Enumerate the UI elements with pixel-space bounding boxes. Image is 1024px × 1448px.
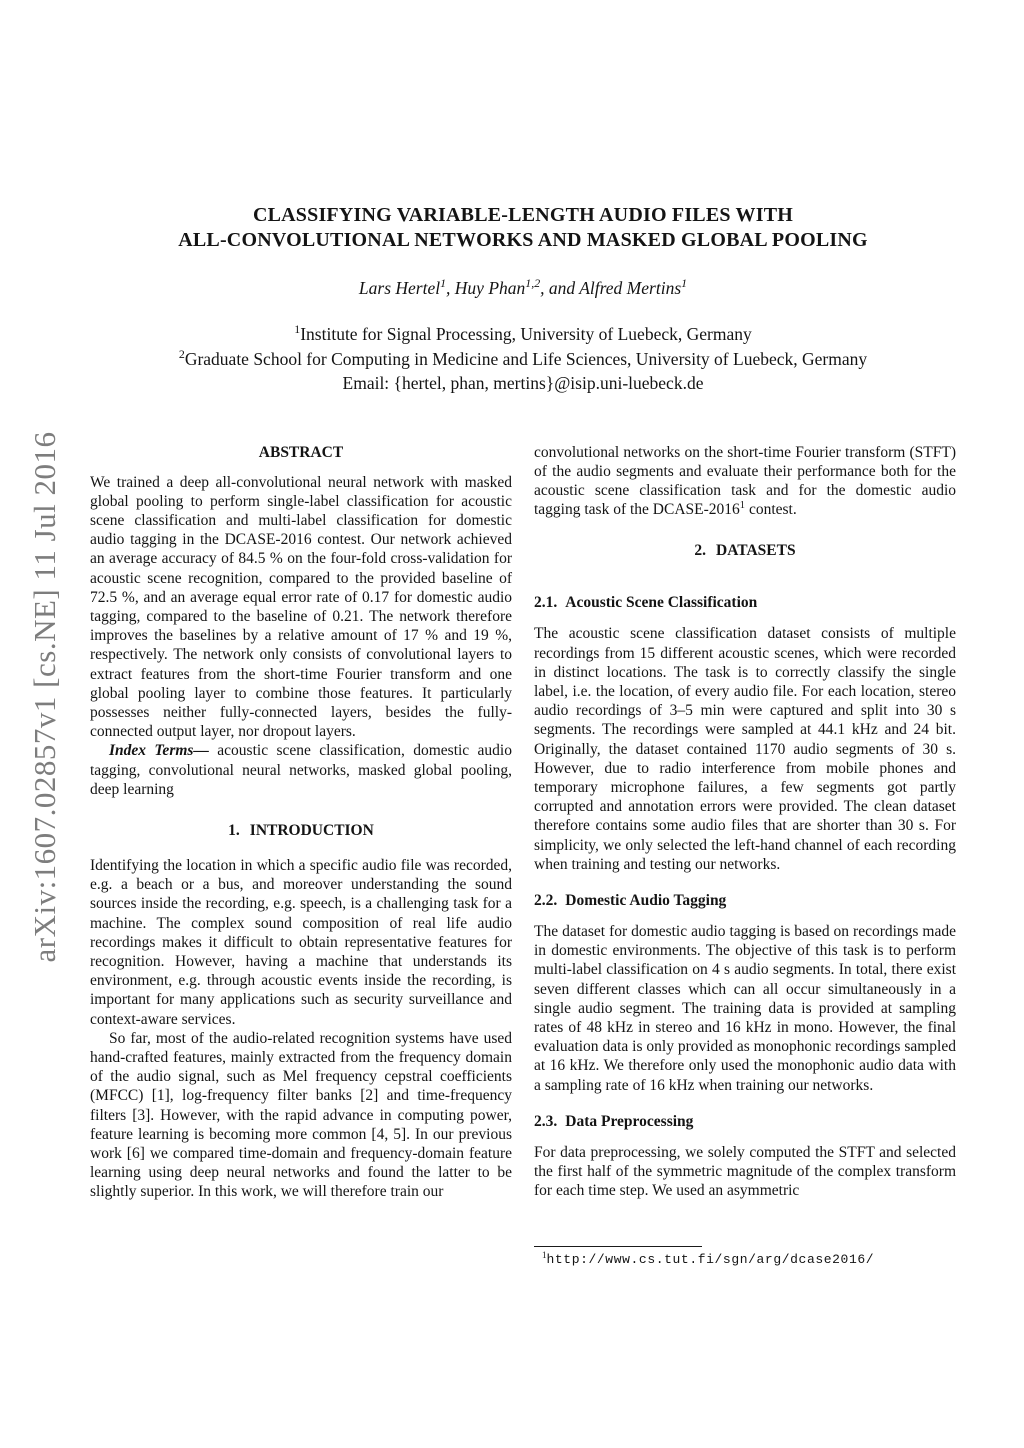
author-separator-2: , and <box>540 278 580 298</box>
paper-title <box>90 203 956 253</box>
index-terms-line <box>90 741 512 799</box>
author-name-1: Lars Hertel <box>358 278 441 298</box>
authors-line <box>90 278 956 299</box>
right-column <box>534 443 956 1267</box>
continuation-text: convolutional networks on the short-time Fourier transform (STFT) of the audio segments and evaluate their performance both for the acoustic scene classification task and for the domestic audio tagging task of the DCASE-2016 <box>534 443 956 519</box>
domestic-audio-paragraph: The dataset for domestic audio tagging is based on recordings made in domestic environments. The objective of this task is to perform multi-label classification on 4 s audio segments. In total, there exist seven different classes which can all occur simultaneously in a single audio segment. The training data is provided at sampling rates of 48 kHz in stereo and 16 kHz in mono. However, the final evaluation data is only provided as monophonic recordings sampled at 16 kHz. We therefore only used the monophonic audio data with a sampling rate of 16 kHz when training our networks. <box>534 922 956 1094</box>
footnote-rule <box>534 1246 702 1247</box>
author-affil-marker-3: 1 <box>681 276 688 291</box>
footnote-url-link[interactable]: http://www.cs.tut.fi/sgn/arg/dcase2016/ <box>546 1251 875 1267</box>
section-1-heading <box>90 821 512 840</box>
section-1-number: 1. <box>228 821 240 839</box>
author-name-2: Huy Phan <box>454 278 526 298</box>
abstract-body: We trained a deep all-convolutional neural network with masked global pooling to perform single-label classification for acoustic scene classification and multi-label classification for domestic audio tagging in the DCASE-2016 contest. Our network achieved an average accuracy of 84.5 % on the four-fold cross-validation for acoustic scene recognition, compared to the provided baseline of 72.5 %, and an average equal error rate of 0.17 for domestic audio tagging, compared to the baseline of 0.21. The network therefore improves the baselines by a relative amount of 17 % and 19 %, respectively. The network only consists of convolutional layers to extract features from the short-time Fourier transform and one global pooling layer to combine those features. It particularly possesses neither fully-connected layers, besides the fully-connected output layer, nor dropout layers. <box>90 473 512 741</box>
section-2-1-title: Acoustic Scene Classification <box>565 594 758 612</box>
affiliation-1-marker: 1 <box>294 322 301 337</box>
continuation-text-end: contest. <box>745 501 797 519</box>
section-2-1-number: 2.1. <box>534 594 558 612</box>
section-1-title: INTRODUCTION <box>249 821 374 839</box>
affiliation-1 <box>90 322 956 347</box>
footnote-text <box>534 1249 956 1267</box>
section-2-2-heading <box>534 891 956 910</box>
paper-header <box>90 0 956 396</box>
footnote-marker: 1 <box>542 1249 547 1260</box>
index-terms-label: Index Terms— <box>109 742 209 760</box>
section-2-title: DATASETS <box>716 542 796 560</box>
section-2-2-number: 2.2. <box>534 891 558 909</box>
email-line: Email: {hertel, phan, mertins}@isip.uni-luebeck.de <box>342 373 704 393</box>
affiliation-1-text: Institute for Signal Processing, University of Luebeck, Germany <box>300 324 752 344</box>
section-2-heading <box>534 541 956 560</box>
author-affil-marker-1: 1 <box>440 276 447 291</box>
section-2-3-number: 2.3. <box>534 1112 558 1130</box>
affiliation-2 <box>90 347 956 372</box>
abstract-heading: ABSTRACT <box>258 443 344 461</box>
author-affil-marker-2: 1,2 <box>525 276 541 291</box>
paper-title-line1: CLASSIFYING VARIABLE-LENGTH AUDIO FILES WITH <box>252 204 794 226</box>
section-2-2-title: Domestic Audio Tagging <box>565 891 727 909</box>
author-separator-1: , <box>446 278 455 298</box>
paper-title-line2: ALL-CONVOLUTIONAL NETWORKS AND MASKED GLOBAL POOLING <box>178 229 868 251</box>
section-2-number: 2. <box>694 542 707 560</box>
footnote-reference-marker: 1 <box>739 499 746 511</box>
introduction-paragraph-2: So far, most of the audio-related recognition systems have used hand-crafted features, mainly extracted from the frequency domain of the audio signal, such as Mel frequency cepstral coefficients (MFCC) [1], log-frequency filter banks [2] and time-frequency filters [3]. However, with the rapid advance in computing power, feature learning is becoming more common [4, 5]. In our previous work [6] we compared time-domain and frequency-domain feature learning using deep neural networks and found the latter to be slightly superior. In this work, we will therefore train our <box>90 1029 512 1201</box>
two-column-body <box>90 443 956 1267</box>
section-2-1-heading <box>534 593 956 612</box>
acoustic-scene-paragraph: The acoustic scene classification dataset consists of multiple recordings from 15 different acoustic scenes, which were recorded in distinct locations. The task is to correctly classify the single label, i.e. the location, of every audio file. For each location, stereo audio recordings of 3–5 min were captured and split into 30 s segments. The recordings were sampled at 44.1 kHz and 24 bit. Originally, the dataset contained 1170 audio segments of 30 s. However, due to radio interference from mobile phones and temporary microphone failures, a few segments got partly corrupted and annotation errors were provided. The clean dataset therefore contains some audio files that are shorter than 30 s. For simplicity, we only selected the left-hand channel of each recording when training and testing our networks. <box>534 625 956 873</box>
affiliation-2-text: Graduate School for Computing in Medicine and Life Sciences, University of Luebeck, Germany <box>184 348 868 369</box>
introduction-continuation-paragraph <box>534 443 956 520</box>
affiliation-2-marker: 2 <box>178 346 185 361</box>
data-preprocessing-paragraph: For data preprocessing, we solely computed the STFT and selected the first half of the symmetric magnitude of the complex transform for each time step. We used an asymmetric <box>534 1143 956 1200</box>
introduction-paragraph-1: Identifying the location in which a specific audio file was recorded, e.g. a beach or a bus, and moreover understanding the sound sources inside the recording, e.g. speech, is a challenging task for a machine. The complex sound composition of real life audio recordings makes it difficult to obtain representative features for recognition. However, having a machine that understands its environment, e.g. through acoustic events inside the recording, is important for many applications such as security surveillance and context-aware services. <box>90 856 512 1028</box>
paper-content <box>90 0 956 1267</box>
section-2-3-heading <box>534 1112 956 1131</box>
footnote-block <box>534 1246 956 1267</box>
affiliations-block <box>90 322 956 396</box>
index-terms-list: acoustic scene classification, domestic audio tagging, convolutional neural networks, masked global pooling, deep learning <box>90 742 512 798</box>
left-column <box>90 443 512 1267</box>
section-2-3-title: Data Preprocessing <box>565 1112 694 1130</box>
arxiv-watermark: arXiv:1607.02857v1 [cs.NE] 11 Jul 2016 <box>27 431 62 963</box>
author-name-3: Alfred Mertins <box>579 278 682 298</box>
